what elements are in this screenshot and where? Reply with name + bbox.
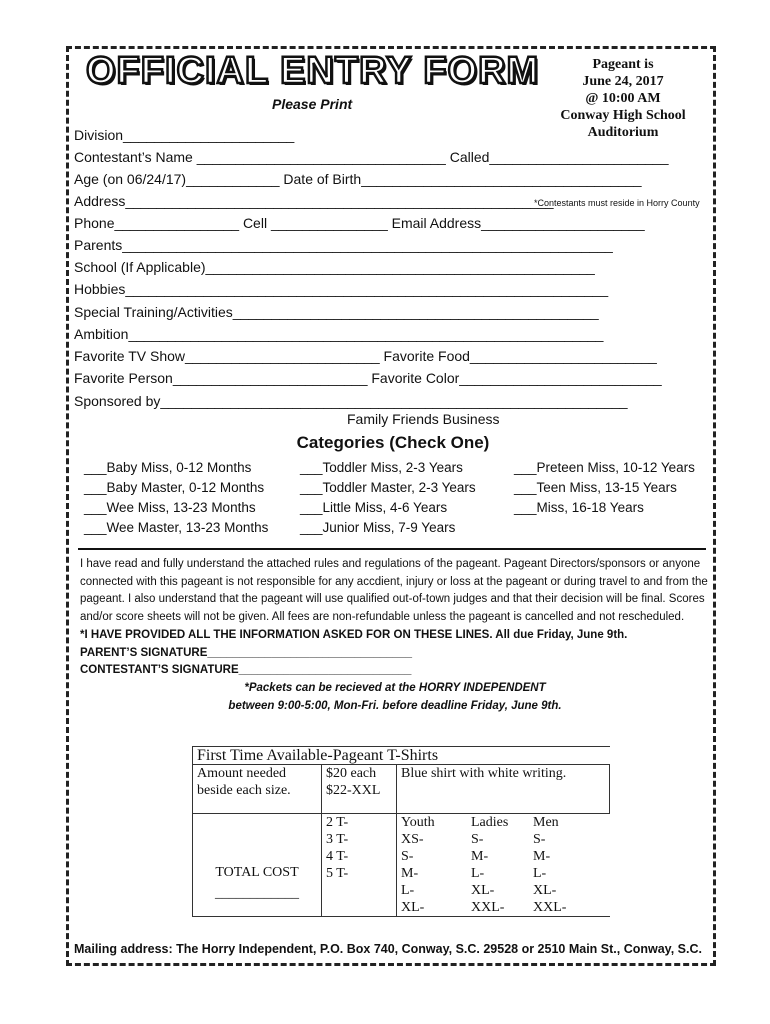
- size-youth[interactable]: XS-: [401, 832, 424, 847]
- total-label: TOTAL COST: [215, 865, 299, 880]
- amount-cell: [193, 765, 322, 814]
- category-option[interactable]: ___Toddler Master, 2-3 Years: [300, 480, 476, 495]
- ambition-field[interactable]: Ambition_____________________________________________________________: [74, 326, 604, 342]
- sponsor-options: Family Friends Business: [347, 411, 500, 427]
- notice-line: Conway High School: [560, 108, 686, 123]
- toddler-sizes: [322, 814, 397, 917]
- amount-line: beside each size.: [197, 783, 291, 798]
- category-option[interactable]: ___Toddler Miss, 2-3 Years: [300, 460, 463, 475]
- favorite-person-color-field[interactable]: Favorite Person_________________________ Favorite Color__________________________: [74, 370, 662, 386]
- address-field[interactable]: Address_______________________________________________________: [74, 193, 554, 209]
- notice-line: Auditorium: [587, 125, 659, 140]
- size-ladies[interactable]: XL-: [471, 883, 495, 898]
- category-option[interactable]: ___Wee Miss, 13-23 Months: [84, 500, 256, 515]
- size-men[interactable]: L-: [533, 866, 547, 881]
- contestant-signature-field[interactable]: CONTESTANT’S SIGNATURE___________________________: [80, 664, 412, 677]
- address-note: *Contestants must reside in Horry County: [534, 198, 700, 208]
- ladies-header: Ladies: [471, 815, 509, 830]
- size-ladies[interactable]: M-: [471, 849, 489, 864]
- category-option[interactable]: ___Junior Miss, 7-9 Years: [300, 520, 456, 535]
- phone-field[interactable]: Phone________________ Cell _______________ Email Address_____________________: [74, 215, 645, 231]
- price-line: $20 each: [326, 766, 377, 781]
- rules-section: [80, 556, 710, 715]
- size-men[interactable]: S-: [533, 832, 546, 847]
- size-ladies[interactable]: XXL-: [471, 900, 505, 915]
- notice-line: June 24, 2017: [582, 74, 664, 89]
- price-line: $22-XXL: [326, 783, 381, 798]
- size-ladies[interactable]: L-: [471, 866, 485, 881]
- notice-line: @ 10:00 AM: [585, 91, 661, 106]
- amount-line: Amount needed: [197, 766, 287, 781]
- rules-text: I have read and fully understand the attached rules and regulations of the pageant. Pageant Directors/sponsors or anyone connected with this pageant is not responsible for any accdient, injury or loss at the pageant or during travel to and from the pageant. I also understand that the pageant will use qualified out-of-town judges and that their decision will be final. Scores and/or score sheets will not be given. All fees are non-refundable unless the pageant is cancelled and not rescheduled.: [80, 558, 708, 624]
- size-men[interactable]: XXL-: [533, 900, 567, 915]
- adult-sizes: [397, 814, 610, 917]
- size-youth[interactable]: L-: [401, 883, 415, 898]
- notice-line: Pageant is: [592, 57, 654, 72]
- parents-field[interactable]: Parents_______________________________________________________________: [74, 237, 613, 253]
- please-print: Please Print: [272, 96, 353, 112]
- category-option[interactable]: ___Little Miss, 4-6 Years: [300, 500, 448, 515]
- school-field[interactable]: School (If Applicable)__________________________________________________: [74, 259, 595, 275]
- size-toddler[interactable]: 3 T-: [326, 832, 349, 847]
- category-option[interactable]: ___Preteen Miss, 10-12 Years: [514, 460, 695, 475]
- provided-statement: *I HAVE PROVIDED ALL THE INFORMATION ASKED FOR ON THESE LINES. All due Friday, June 9th.: [80, 628, 628, 641]
- size-youth[interactable]: XL-: [401, 900, 425, 915]
- divider: [78, 548, 706, 550]
- category-option[interactable]: ___Wee Master, 13-23 Months: [84, 520, 269, 535]
- special-training-field[interactable]: Special Training/Activities_______________________________________________: [74, 304, 599, 320]
- size-youth[interactable]: M-: [401, 866, 419, 881]
- category-option[interactable]: ___Teen Miss, 13-15 Years: [514, 480, 677, 495]
- total-line[interactable]: ____________: [215, 886, 299, 901]
- tshirt-table: [192, 746, 610, 917]
- packets-hours: between 9:00-5:00, Mon-Fri. before deadline Friday, June 9th.: [228, 699, 562, 712]
- category-option[interactable]: ___Baby Master, 0-12 Months: [84, 480, 265, 495]
- parent-signature-field[interactable]: PARENT’S SIGNATURE________________________________: [80, 646, 413, 659]
- size-men[interactable]: M-: [533, 849, 551, 864]
- ladies-column: [471, 814, 533, 916]
- youth-column: [401, 814, 471, 916]
- size-youth[interactable]: S-: [401, 849, 414, 864]
- size-toddler[interactable]: 5 T-: [326, 866, 349, 881]
- total-cell[interactable]: [193, 814, 322, 917]
- contestant-name-field[interactable]: Contestant’s Name ________________________________ Called_______________________: [74, 149, 669, 165]
- price-cell: [322, 765, 397, 814]
- shirt-description: Blue shirt with white writing.: [397, 765, 610, 814]
- men-header: Men: [533, 815, 559, 830]
- categories-title: Categories (Check One): [296, 433, 490, 452]
- hobbies-field[interactable]: Hobbies______________________________________________________________: [74, 281, 609, 297]
- age-field[interactable]: Age (on 06/24/17)____________ Date of Birth____________________________________: [74, 171, 642, 187]
- tshirt-heading: First Time Available-Pageant T-Shirts: [193, 747, 610, 765]
- favorite-tv-food-field[interactable]: Favorite TV Show_________________________ Favorite Food________________________: [74, 348, 657, 364]
- pageant-notice: [548, 56, 698, 141]
- category-option[interactable]: ___Baby Miss, 0-12 Months: [84, 460, 252, 475]
- size-toddler[interactable]: 4 T-: [326, 849, 349, 864]
- size-toddler[interactable]: 2 T-: [326, 815, 349, 830]
- packets-note: *Packets can be recieved at the HORRY INDEPENDENT: [244, 681, 546, 694]
- form-title: OFFICIAL ENTRY FORM: [86, 50, 540, 92]
- men-column: [533, 814, 566, 916]
- sponsored-by-field[interactable]: Sponsored by____________________________________________________________: [74, 393, 628, 409]
- youth-header: Youth: [401, 815, 435, 830]
- size-men[interactable]: XL-: [533, 883, 557, 898]
- size-ladies[interactable]: S-: [471, 832, 484, 847]
- category-option[interactable]: ___Miss, 16-18 Years: [514, 500, 644, 515]
- mailing-address: Mailing address: The Horry Independent, P.O. Box 740, Conway, S.C. 29528 or 2510 Main St., Conway, S.C.: [74, 942, 702, 956]
- division-field[interactable]: Division______________________: [74, 127, 295, 143]
